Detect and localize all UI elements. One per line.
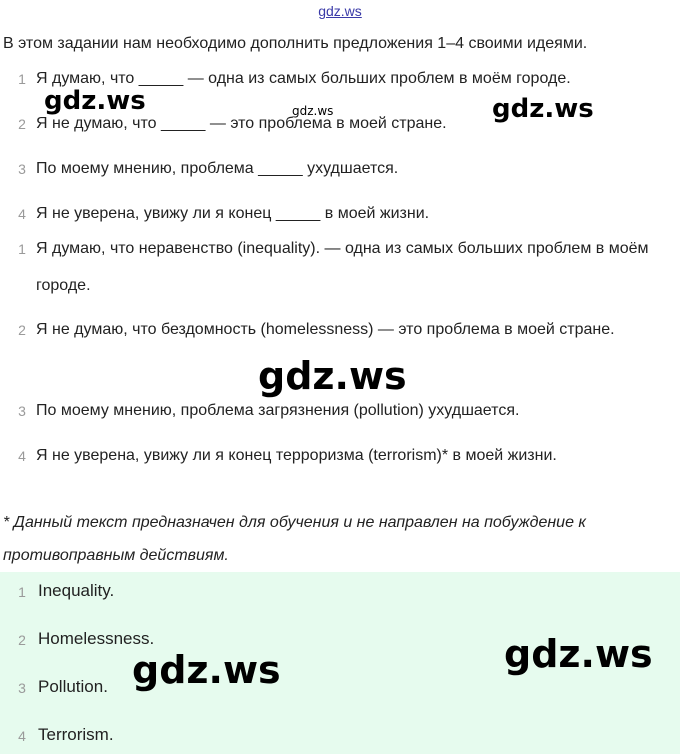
item-text: По моему мнению, проблема _____ ухудшается. (36, 160, 399, 177)
item-text: Я не думаю, что _____ — это проблема в моей стране. (36, 115, 447, 132)
item-text: Я не уверена, увижу ли я конец терроризма (terrorism)* в моей жизни. (36, 447, 557, 464)
item-number: 4 (18, 728, 26, 744)
watermark: gdz.ws (492, 94, 594, 124)
item-text: Я не думаю, что бездомность (homelessness) — это проблема в моей стране. (36, 321, 615, 338)
watermark: gdz.ws (132, 648, 281, 692)
item-number: 4 (18, 206, 26, 222)
watermark: gdz.ws (258, 354, 407, 398)
site-mark-link[interactable]: gdz.ws (318, 3, 362, 19)
item-text: Terrorism. (38, 725, 114, 744)
item-text: По моему мнению, проблема загрязнения (pollution) ухудшается. (36, 402, 520, 419)
item-text: Pollution. (38, 677, 108, 696)
disclaimer-note: * Данный текст предназначен для обучения и не направлен на побуждение к противоправным действиям. (3, 514, 586, 564)
item-number: 2 (18, 322, 26, 338)
item-text: Я думаю, что неравенство (inequality). — одна из самых больших проблем в моём городе. (36, 240, 649, 294)
item-number: 4 (18, 448, 26, 464)
item-number: 3 (18, 161, 26, 177)
watermark: gdz.ws (292, 104, 334, 118)
item-number: 3 (18, 403, 26, 419)
item-text: Я думаю, что _____ — одна из самых больших проблем в моём городе. (36, 70, 571, 87)
intro-text: В этом задании нам необходимо дополнить предложения 1–4 своими идеями. (3, 35, 588, 52)
item-number: 1 (18, 584, 26, 600)
item-text: Я не уверена, увижу ли я конец _____ в моей жизни. (36, 205, 430, 222)
item-text: Homelessness. (38, 629, 155, 648)
item-number: 2 (18, 116, 26, 132)
item-number: 1 (18, 241, 26, 257)
item-number: 1 (18, 71, 26, 87)
item-number: 3 (18, 680, 26, 696)
watermark: gdz.ws (504, 632, 653, 676)
item-text: Inequality. (38, 581, 115, 600)
item-number: 2 (18, 632, 26, 648)
watermark: gdz.ws (44, 86, 146, 116)
